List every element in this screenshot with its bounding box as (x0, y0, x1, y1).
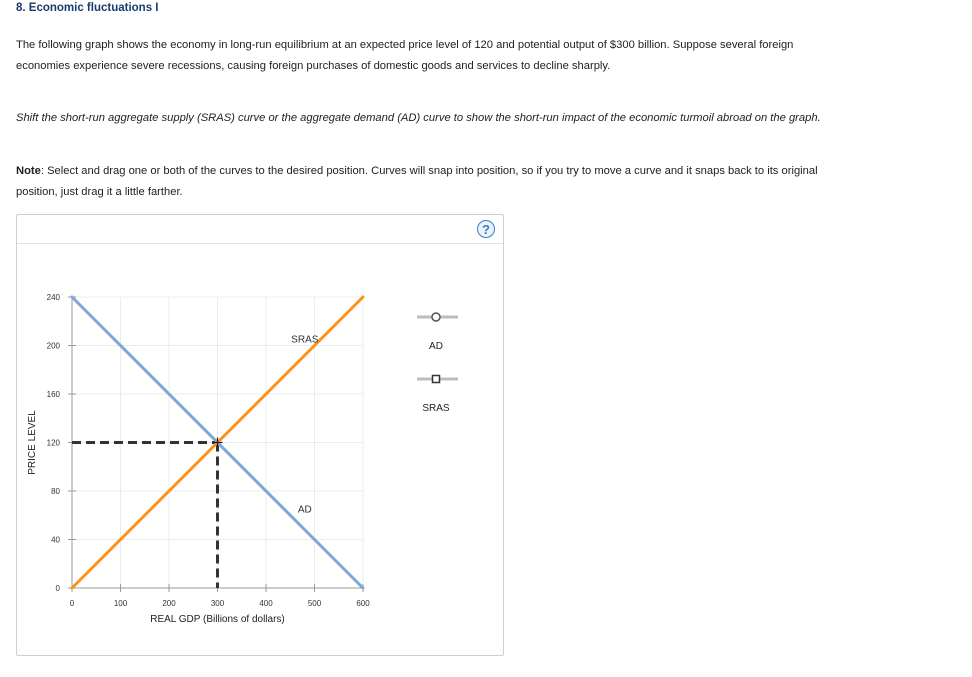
y-tick-label: 40 (51, 535, 60, 545)
x-tick-label: 400 (259, 599, 273, 608)
ad-legend-label: AD (429, 341, 443, 352)
x-tick-label: 600 (356, 599, 370, 608)
sras-curve-label: SRAS (291, 334, 319, 346)
ad-sras-chart (17, 215, 503, 655)
question-title: 8. Economic fluctuations I (16, 2, 159, 14)
y-tick-label: 0 (55, 584, 60, 593)
y-tick-label: 120 (46, 438, 60, 448)
y-tick-label: 200 (46, 341, 60, 351)
question-intro: The following graph shows the economy in long-run equilibrium at an expected price level of 120 and potential output of $300 billion. Suppose several foreign economies experience severe recessions, causing foreign purchases of domestic goods and services to decline sharply. (16, 39, 794, 72)
note-label: Note (16, 165, 41, 177)
question-note (16, 161, 846, 203)
sras-legend-square-icon[interactable] (433, 376, 440, 383)
y-tick-label: 160 (46, 390, 60, 399)
x-tick-label: 200 (162, 599, 176, 608)
y-tick-label: 80 (51, 487, 60, 496)
graph-panel (16, 214, 504, 656)
x-tick-label: 0 (69, 599, 75, 608)
x-tick-label: 300 (210, 599, 225, 608)
ad-curve-label: AD (297, 504, 312, 516)
help-icon[interactable]: ? (477, 220, 495, 238)
y-tick-label: 240 (46, 293, 60, 302)
ad-legend-circle-icon[interactable] (432, 313, 440, 321)
y-axis-label: PRICE LEVEL (27, 410, 38, 475)
sras-legend-label: SRAS (422, 403, 450, 414)
note-text: : Select and drag one or both of the curves to the desired position. Curves will snap into position, so if you try to move a curve and it snaps back to its original position, just drag it a little farther. (16, 165, 818, 198)
x-tick-label: 500 (307, 599, 322, 608)
x-tick-label: 100 (113, 599, 128, 608)
question-instruction: Shift the short-run aggregate supply (SRAS) curve or the aggregate demand (AD) curve to show the short-run impact of the economic turmoil abroad on the graph. (16, 112, 821, 124)
x-axis-label: REAL GDP (Billions of dollars) (150, 614, 285, 625)
